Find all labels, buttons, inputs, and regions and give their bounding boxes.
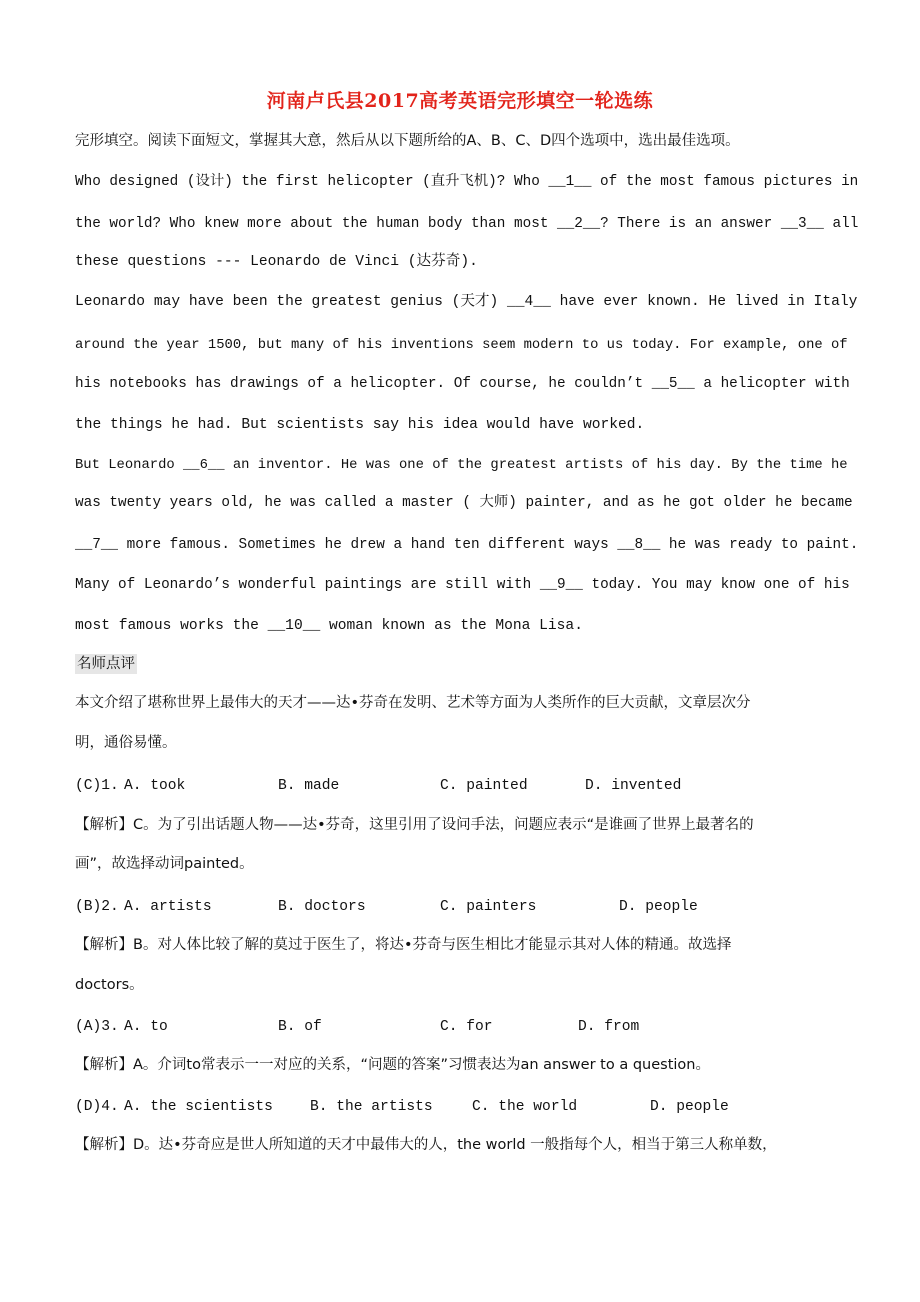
passage-line: Many of Leonardo’s wonderful paintings are still with __9__ today. You may know one of his [75,577,850,593]
page-title: 河南卢氏县2017高考英语完形填空一轮选练 [266,90,654,112]
comment-line: 明，通俗易懂。 [75,735,177,751]
option: B. doctors [278,899,366,915]
passage-line: most famous works the __10__ woman known as the Mona Lisa. [75,618,583,634]
passage-line: was twenty years old, he was called a master ( 大师) painter, and as he got older he became [75,495,853,511]
analysis-line: 画”，故选择动词painted。 [75,856,254,872]
option: D. people [619,899,698,915]
passage-line: around the year 1500, but many of his inventions seem modern to us today. For example, one of [75,337,848,353]
analysis-line: 【解析】C。为了引出话题人物——达•芬奇，这里引用了设问手法，问题应表示“是谁画了世界上最著名的 [75,817,754,833]
analysis-line: 【解析】A。介词to常表示一一对应的关系，“问题的答案”习惯表达为an answer to a question。 [75,1057,710,1073]
option: B. of [278,1019,322,1035]
option: B. the artists [310,1099,433,1115]
option: A. the scientists [124,1099,273,1115]
passage-line: the world? Who knew more about the human body than most __2__? There is an answer __3__ all [75,216,859,232]
passage-line: Leonardo may have been the greatest genius (天才) __4__ have ever known. He lived in Italy [75,294,858,310]
passage-line: his notebooks has drawings of a helicopter. Of course, he couldn’t __5__ a helicopter with [75,376,850,392]
passage-line: the things he had. But scientists say his idea would have worked. [75,417,645,433]
passage-line: Who designed (设计) the first helicopter (直升飞机)? Who __1__ of the most famous pictures in [75,174,859,190]
passage-line: __7__ more famous. Sometimes he drew a hand ten different ways __8__ he was ready to paint. [75,537,859,553]
question-prefix: (A)3. [75,1019,119,1035]
option: D. invented [585,778,682,794]
option: A. to [124,1019,168,1035]
passage-line: But Leonardo __6__ an inventor. He was one of the greatest artists of his day. By the time he [75,457,848,473]
question-prefix: (C)1. [75,778,119,794]
comment-line: 本文介绍了堪称世界上最伟大的天才——达•芬奇在发明、艺术等方面为人类所作的巨大贡献，文章层次分 [75,695,751,711]
option: C. for [440,1019,493,1035]
comment-tag: 名师点评 [77,656,135,672]
instruction-text: 完形填空。阅读下面短文，掌握其大意，然后从以下题所给的A、B、C、D四个选项中，选出最佳选项。 [75,133,740,149]
question-prefix: (D)4. [75,1099,119,1115]
option: C. the world [472,1099,578,1115]
option: A. artists [124,899,212,915]
option: A. took [124,778,186,794]
passage-line: these questions --- Leonardo de Vinci (达芬奇). [75,254,478,270]
option: C. painted [440,778,528,794]
analysis-line: 【解析】B。对人体比较了解的莫过于医生了，将达•芬奇与医生相比才能显示其对人体的精通。故选择 [75,937,732,953]
option: C. painters [440,899,537,915]
analysis-line: doctors。 [75,977,144,993]
option: B. made [278,778,340,794]
option: D. from [578,1019,640,1035]
question-prefix: (B)2. [75,899,119,915]
option: D. people [650,1099,729,1115]
analysis-line: 【解析】D。达•芬奇应是世人所知道的天才中最伟大的人，the world 一般指每个人，相当于第三人称单数， [75,1137,777,1153]
